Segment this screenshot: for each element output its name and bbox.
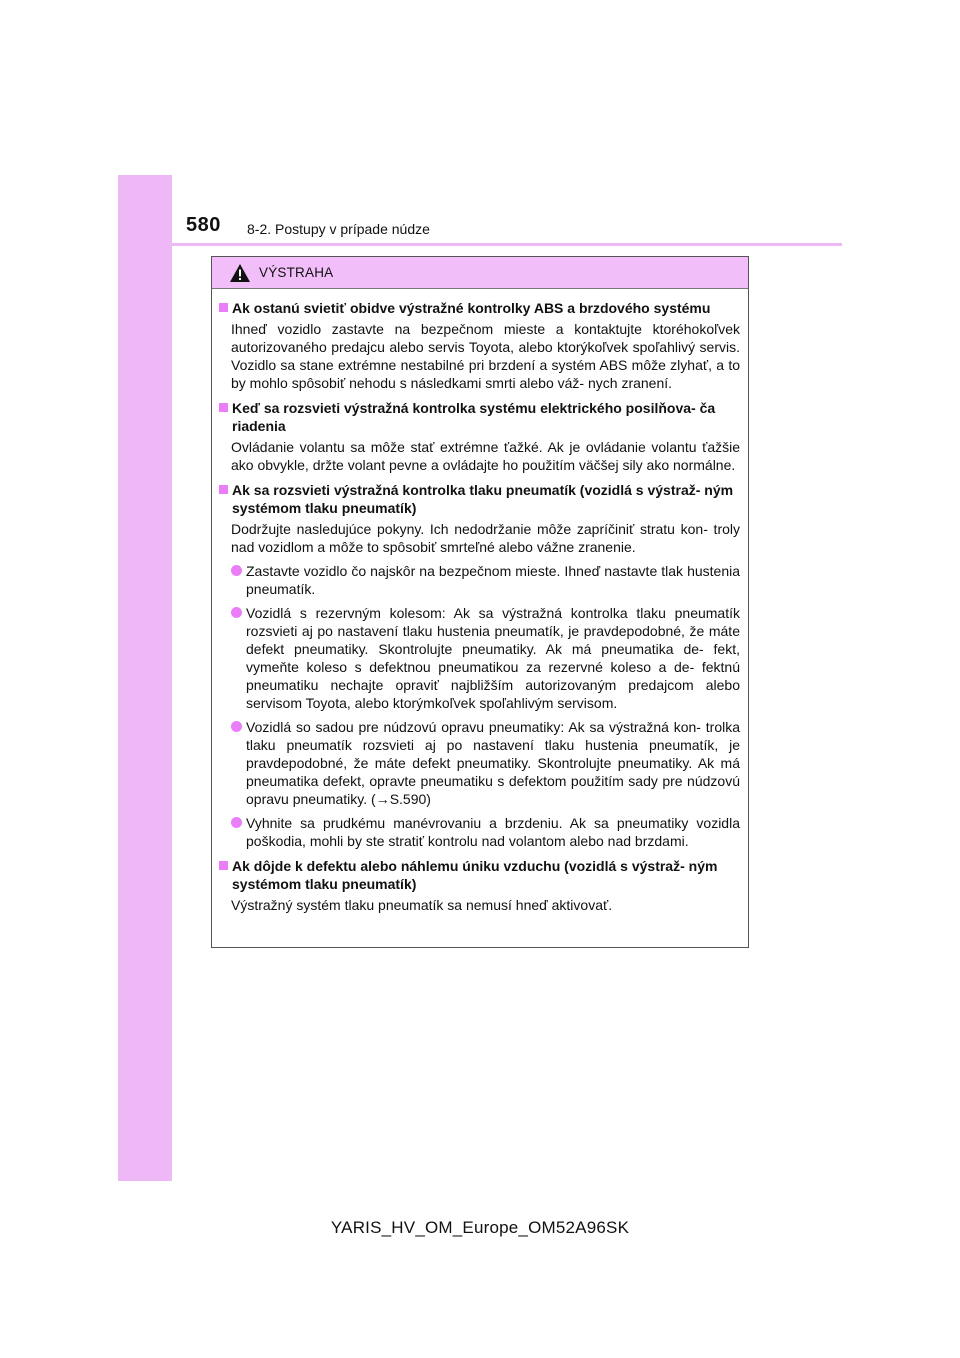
item-text: Ihneď vozidlo zastavte na bezpečnom mieste a kontaktujte ktoréhokoľvek autorizovaného predajcu alebo servis Toyota, alebo ktorýkoľvek spoľahlivý servis. Vozidlo sa stane extrémne nestabilné pri brzdení a systém ABS môže zlyhať, a to by mohlo spôsobiť nehodu s následkami smrti alebo váž- nych zranení.: [231, 321, 740, 391]
page-number: 580: [186, 214, 221, 236]
item-text: Výstražný systém tlaku pneumatík sa nemusí hneď aktivovať.: [231, 897, 613, 913]
warning-box: [211, 256, 749, 948]
item-title: Keď sa rozsvieti výstražná kontrolka systému elektrického posilňova- ča riadenia: [232, 400, 716, 434]
circle-bullet-icon: [231, 817, 242, 828]
list-item: Zastavte vozidlo čo najskôr na bezpečnom mieste. Ihneď nastavte tlak hustenia pneumatík.: [219, 562, 740, 598]
section-title: 8-2. Postupy v prípade núdze: [247, 221, 430, 237]
square-bullet-icon: [219, 403, 228, 412]
square-bullet-icon: [219, 303, 228, 312]
item-title: Ak sa rozsvieti výstražná kontrolka tlaku pneumatík (vozidlá s výstraž- ným systémom tlaku pneumatík): [232, 482, 734, 516]
list-item: Vozidlá so sadou pre núdzovú opravu pneumatiky: Ak sa výstražná kon- trolka tlaku pneumatík rozsvieti aj po nastavení tlaku hustenia pneumatík, je pravdepodobné, že máte defekt pneumatiky. Skontrolujte pneumatiky. Ak má pneumatika defekt, opravte pneumatiku s defektom použitím sady pre núdzovú opravu pneumatiky. (→S.590): [219, 718, 740, 808]
square-bullet-icon: [219, 861, 228, 870]
footer-doc-code: YARIS_HV_OM_Europe_OM52A96SK: [330, 1218, 630, 1237]
header-rule: [118, 243, 842, 246]
warning-header: [212, 257, 748, 289]
warning-triangle-icon: [229, 263, 251, 283]
warning-item-abs: [219, 299, 740, 392]
warning-item-puncture: [219, 857, 740, 914]
warning-item-eps: [219, 399, 740, 474]
warning-label: VÝSTRAHA: [259, 265, 334, 280]
item-text: Dodržujte nasledujúce pokyny. Ich nedodržanie môže zapríčiniť stratu kon- troly nad vozidlom a môže to spôsobiť smrteľné alebo vážne zranenie.: [231, 521, 740, 555]
circle-bullet-icon: [231, 607, 242, 618]
square-bullet-icon: [219, 485, 228, 494]
warning-item-tpws: [219, 481, 740, 850]
warning-body: [212, 289, 748, 914]
item-title: Ak ostanú svietiť obidve výstražné kontrolky ABS a brzdového systému: [232, 300, 711, 316]
circle-bullet-icon: [231, 721, 242, 732]
bullet-list: [219, 562, 740, 850]
item-text: Ovládanie volantu sa môže stať extrémne ťažké. Ak je ovládanie volantu ťažšie ako obvykle, držte volant pevne a ovládajte ho použitím väčšej sily ako normálne.: [231, 439, 740, 473]
circle-bullet-icon: [231, 565, 242, 576]
item-title: Ak dôjde k defektu alebo náhlemu úniku vzduchu (vozidlá s výstraž- ným systémom tlaku pneumatík): [232, 858, 718, 892]
list-item: Vozidlá s rezervným kolesom: Ak sa výstražná kontrolka tlaku pneumatík rozsvieti aj po nastavení tlaku hustenia pneumatík, je pravdepodobné, že máte defekt pneumatiky. Skontrolujte pneumatiky. Ak má pneumatika de- fekt, vymeňte koleso s defektnou pneumatikou za rezervné koleso a de- fektnú pneumatiku nechajte opraviť najbližším autorizovaným predajcom alebo servisom Toyota, alebo ktorýmkoľvek spoľahlivým servisom.: [219, 604, 740, 712]
side-tab-band: [118, 175, 172, 1181]
list-item: Vyhnite sa prudkému manévrovaniu a brzdeniu. Ak sa pneumatiky vozidla poškodia, mohli by ste stratiť kontrolu nad volantom alebo nad brzdami.: [219, 814, 740, 850]
